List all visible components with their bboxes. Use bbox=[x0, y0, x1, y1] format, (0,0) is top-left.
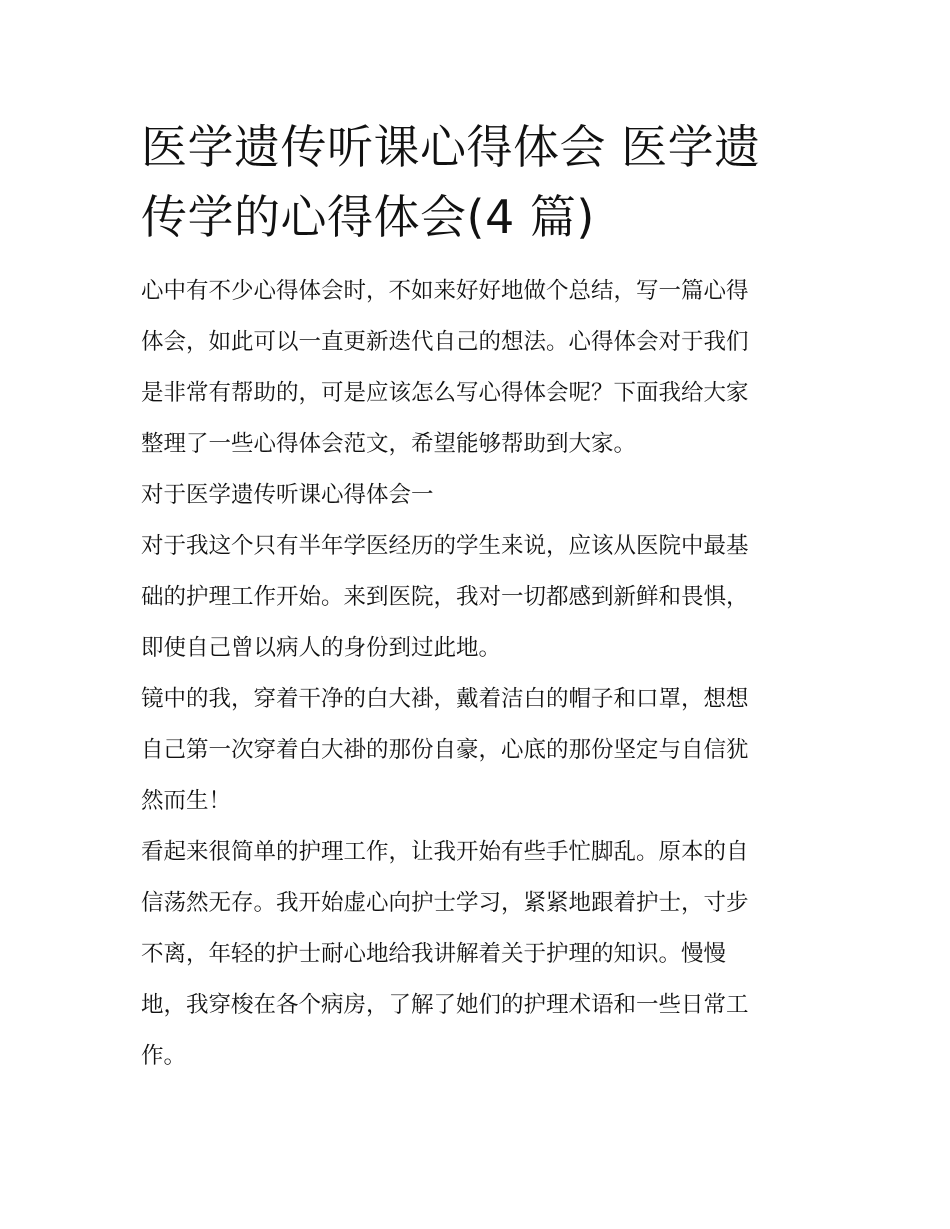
text-line: 看起来很简单的护理工作，让我开始有些手忙脚乱。原本的自 bbox=[141, 839, 749, 865]
text-line: 不离，年轻的护士耐心地给我讲解着关于护理的知识。慢慢 bbox=[141, 941, 727, 967]
intro-paragraph bbox=[141, 266, 813, 470]
text-line: 心中有不少心得体会时，不如来好好地做个总结，写一篇心得 bbox=[141, 278, 749, 304]
text-line: 对于医学遗传听课心得体会一 bbox=[141, 482, 434, 508]
text-line: 自己第一次穿着白大褂的那份自豪，心底的那份坚定与自信犹 bbox=[141, 737, 749, 763]
body-paragraph bbox=[141, 827, 813, 1082]
text-line: 作。 bbox=[141, 1043, 187, 1069]
text-line: 整理了一些心得体会范文，希望能够帮助到大家。 bbox=[141, 431, 637, 457]
text-line: 然而生！ bbox=[141, 788, 232, 814]
text-line: 即使自己曾以病人的身份到过此地。 bbox=[141, 635, 502, 661]
document-title bbox=[141, 112, 813, 252]
text-line: 体会，如此可以一直更新迭代自己的想法。心得体会对于我们 bbox=[141, 329, 749, 355]
text-line: 是非常有帮助的，可是应该怎么写心得体会呢？下面我给大家 bbox=[141, 380, 749, 406]
document-body bbox=[141, 266, 813, 1082]
text-line: 地，我穿梭在各个病房，了解了她们的护理术语和一些日常工 bbox=[141, 992, 749, 1018]
text-line: 镜中的我，穿着干净的白大褂，戴着洁白的帽子和口罩，想想 bbox=[141, 686, 749, 712]
text-line: 础的护理工作开始。来到医院，我对一切都感到新鲜和畏惧， bbox=[141, 584, 749, 610]
section-heading bbox=[141, 470, 813, 521]
body-paragraph bbox=[141, 674, 813, 827]
document-content bbox=[141, 112, 813, 1082]
body-paragraph bbox=[141, 521, 813, 674]
text-line: 信荡然无存。我开始虚心向护士学习，紧紧地跟着护士，寸步 bbox=[141, 890, 749, 916]
title-line: 医学遗传听课心得体会 医学遗 bbox=[141, 120, 761, 174]
title-line: 传学的心得体会(4 篇) bbox=[141, 190, 595, 244]
text-line: 对于我这个只有半年学医经历的学生来说，应该从医院中最基 bbox=[141, 533, 749, 559]
